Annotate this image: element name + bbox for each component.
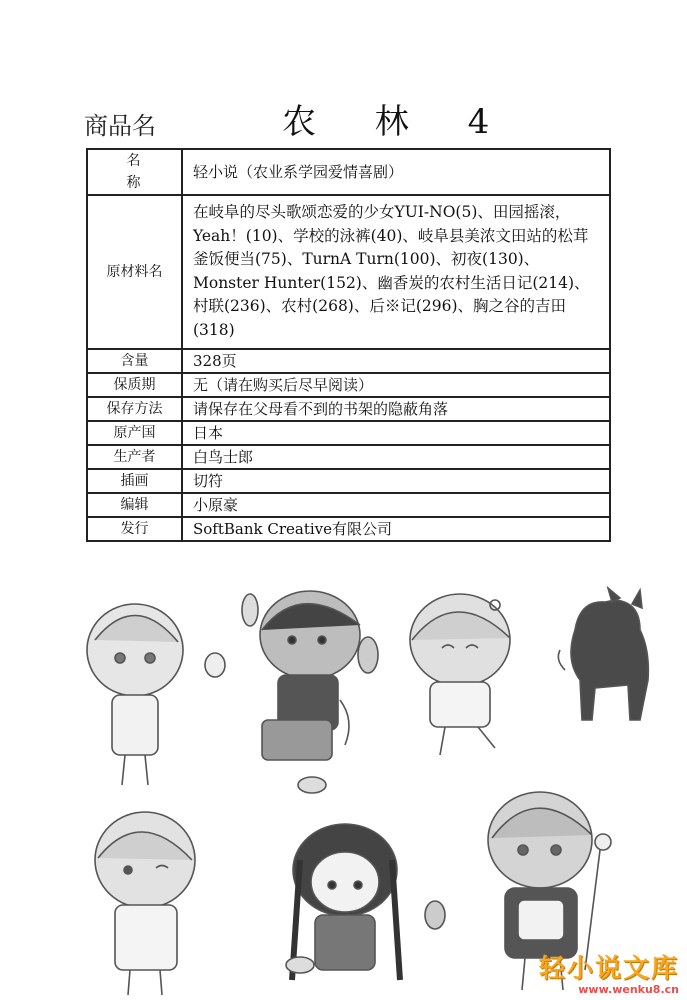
row-value: 无（请在购买后尽早阅读） (182, 373, 610, 397)
row-key: 含量 (87, 349, 182, 373)
row-key: 编辑 (87, 493, 182, 517)
spec-table (86, 148, 611, 542)
row-value: 日本 (182, 421, 610, 445)
table-row (87, 493, 610, 517)
product-title: 农 林 4 (282, 102, 514, 142)
chibi-girl-4 (95, 812, 195, 995)
table-row (87, 517, 610, 541)
row-key: 发行 (87, 517, 182, 541)
table-row (87, 397, 610, 421)
chibi-girl-2 (205, 591, 378, 793)
row-value: 在岐阜的尽头歌颂恋爱的少女YUI-NO(5)、田园摇滚，Yeah！(10)、学校的泳裤(40)、岐阜县美浓文田站的松茸釜饭便当(75)、TurnA Turn(100)、初夜(130)、Monster Hunter(152)、幽香炭的农村生活日记(214)、村联(236)、农村(268)、后※记(296)、胸之谷的吉田(318) (182, 195, 610, 349)
table-row (87, 445, 610, 469)
row-value: 切符 (182, 469, 610, 493)
table-row (87, 469, 610, 493)
row-key: 保质期 (87, 373, 182, 397)
table-row (87, 421, 610, 445)
row-key: 插画 (87, 469, 182, 493)
dog-illustration (558, 588, 648, 720)
table-row (87, 195, 610, 349)
chibi-girl-1 (87, 604, 183, 785)
row-key: 生产者 (87, 445, 182, 469)
row-value: 小原豪 (182, 493, 610, 517)
product-label: 商品名 (84, 112, 156, 140)
chibi-girl-5 (286, 824, 445, 980)
row-key: 原产国 (87, 421, 182, 445)
row-key: 保存方法 (87, 397, 182, 421)
character-illustration (0, 570, 687, 1000)
watermark-brand: 轻小说文库 (538, 954, 679, 984)
table-row (87, 373, 610, 397)
row-key: 名 称 (87, 149, 182, 195)
row-key: 原材料名 (87, 195, 182, 349)
row-value: 轻小说（农业系学园爱情喜剧） (182, 149, 610, 195)
site-watermark (539, 948, 679, 996)
row-value: 白鸟士郎 (182, 445, 610, 469)
watermark-site: www.wenku8.cn (578, 983, 679, 996)
table-row (87, 349, 610, 373)
row-value: 328页 (182, 349, 610, 373)
table-row (87, 149, 610, 195)
chibi-girl-3 (410, 594, 510, 755)
row-value: SoftBank Creative有限公司 (182, 517, 610, 541)
row-value: 请保存在父母看不到的书架的隐蔽角落 (182, 397, 610, 421)
